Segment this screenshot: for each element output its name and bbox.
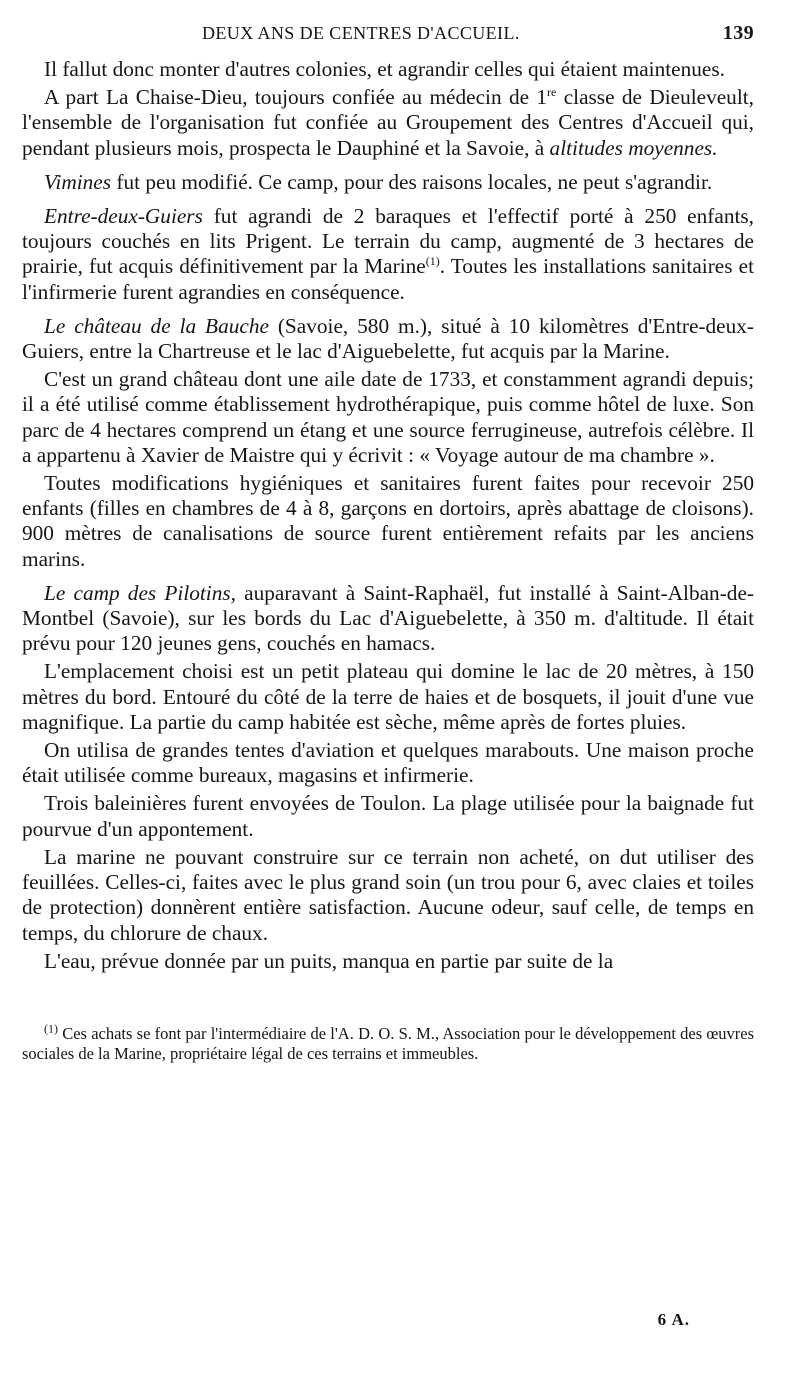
signature-mark: 6 A. [657, 1310, 690, 1329]
paragraph: L'eau, prévue donnée par un puits, manqua en partie par suite de la [44, 948, 614, 973]
camp-name: Le camp des Pilotins, [44, 580, 236, 605]
running-title: DEUX ANS DE CENTRES D'ACCUEIL. [202, 23, 520, 43]
footnote [22, 1021, 754, 1064]
footnote-ref: (1) [425, 254, 440, 269]
page-number: 139 [722, 22, 754, 44]
paragraph: La marine ne pouvant construire sur ce terrain non acheté, on dut utiliser des feuillées. Celles-ci, faites avec le plus grand soin (un trou pour 6, avec claies et toiles de protection) donnèrent entière satisfaction. Aucune odeur, sauf celle, de temps en temps, du chlorure de chaux. [22, 844, 754, 945]
paragraph [22, 314, 754, 364]
text-run: auparavant à Saint-Raphaël, fut installé à Saint-Alban-de-Montbel (Savoie), sur les bords du Lac d'Aiguebelette, à 350 m. d'altitude. Il était prévu pour 120 jeunes gens, couchés en hamacs. [22, 580, 754, 656]
text-run: classe de Dieuleveult, l'ensemble de l'organisation fut confiée au Groupement des Centres d'Accueil qui, pendant plusieurs mois, prospecta le Dauphiné et la Savoie, à [22, 85, 754, 160]
text-run: . Toutes les installations sanitaires et l'infirmerie furent agrandies en conséquence. [22, 254, 754, 304]
paragraph: L'emplacement choisi est un petit plateau qui domine le lac de 20 mètres, à 150 mètres du bord. Entouré du côté de la terre de haies et de bosquets, il jouit d'une vue magnifique. La partie du camp habitée est sèche, même après de fortes pluies. [22, 659, 754, 734]
paragraph: Trois baleinières furent envoyées de Toulon. La plage utilisée pour la baignade fut pourvue d'un appontement. [22, 791, 754, 841]
body-text [22, 57, 754, 974]
text-run: A part La Chaise-Dieu, toujours confiée au médecin de 1 [44, 85, 548, 110]
running-head [22, 22, 754, 45]
paragraph: Il fallut donc monter d'autres colonies, et agrandir celles qui étaient maintenues. [44, 57, 725, 81]
paragraph: On utilisa de grandes tentes d'aviation et quelques marabouts. Une maison proche était utilisée comme bureaux, magasins et infirmerie. [22, 738, 754, 788]
text-run: fut peu modifié. Ce camp, pour des raisons locales, ne peut s'agrandir. [111, 169, 713, 194]
footnote-marker: (1) [44, 1021, 58, 1036]
camp-name: Entre-deux-Guiers [44, 204, 203, 229]
camp-name: Vimines [44, 169, 112, 194]
text-run: (Savoie, 580 m.), situé à 10 kilomètres d'Entre-deux-Guiers, entre la Chartreuse et le lac d'Aiguebelette, fut acquis par la Marine. [22, 313, 754, 364]
emphasis: altitudes moyennes. [549, 135, 718, 160]
footnotes [22, 1021, 754, 1064]
paragraph: Toutes modifications hygiéniques et sanitaires furent faites pour recevoir 250 enfants (filles en chambres de 4 à 8, garçons en dortoirs, après abattage de cloisons). 900 mètres de canalisations de source furent entièrement refaits par les anciens marins. [22, 471, 754, 571]
camp-name: Le château de la Bauche [44, 313, 269, 338]
paragraph: C'est un grand château dont une aile date de 1733, et constamment agrandi depuis; il a été utilisé comme établissement hydrothérapique, puis comme hôtel de luxe. Son parc de 4 hectares comprend un étang et une source ferrugineuse, autrefois célèbre. Il a appartenu à Xavier de Maistre qui y écrivit : « Voyage autour de ma chambre ». [22, 367, 754, 467]
ordinal-suffix: re [547, 85, 557, 100]
paragraph [22, 170, 754, 195]
paragraph [22, 204, 754, 305]
footnote-text: Ces achats se font par l'intermédiaire de l'A. D. O. S. M., Association pour le développement des œuvres sociales de la Marine, propriétaire légal de ces terrains et immeubles. [22, 1023, 754, 1063]
paragraph [22, 85, 754, 161]
paragraph [22, 581, 754, 657]
text-run: fut agrandi de 2 baraques et l'effectif porté à 250 enfants, toujours couchés en lits Prigent. Le terrain du camp, augmenté de 3 hectares de prairie, fut acquis définitivement par la Marine [22, 204, 754, 279]
